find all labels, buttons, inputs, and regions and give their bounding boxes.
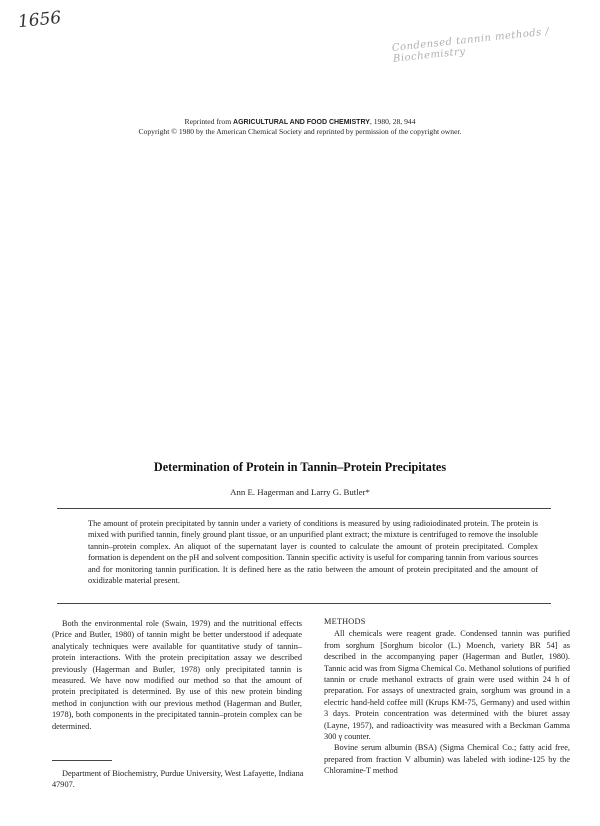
abstract-top-rule <box>57 508 551 509</box>
journal-citation: , 1980, 28, 944 <box>369 117 416 126</box>
author-affiliation <box>52 768 312 791</box>
journal-name: AGRICULTURAL AND FOOD CHEMISTRY <box>233 119 370 126</box>
methods-paragraph-1: All chemicals were reagent grade. Condensed tannin was purified from sorghum [Sorghum bicolor (L.) Moench, variety BR 54] as described in the accompanying paper (Hagerman and Butler, 1980). Tannic acid was from Sigma Chemical Co. Methanol solutions of purified tannin or crude methanol extracts of grain were used within 24 h of preparation. For assays of unextracted grain, sorghum was ground in a electric hand-held coffee mill (Krups KM-75, Germany) and used within 3 days. Protein concentration was determined with the biuret assay (Layne, 1957), and radioactivity was measured with a Beckman Gamma 300 γ counter. <box>324 629 570 742</box>
handwritten-page-number: 1656 <box>17 7 63 33</box>
reprint-prefix: Reprinted from <box>184 117 232 126</box>
article-authors: Ann E. Hagerman and Larry G. Butler* <box>230 487 370 497</box>
abstract: The amount of protein precipitated by tannin under a variety of conditions is measured by using radioiodinated protein. The protein is mixed with purified tannin, finely ground plant tissue, or an unpurified plant extract; the mixture is centrifuged to remove the insoluble tannin–protein complex. An aliquot of the supernatant layer is counted to calculate the amount of protein precipitated. Complex formation is dependent on the pH and solvent composition. Tannin specific activity is useful for comparing tannin from various sources and for monitoring tannin purification. It is defined here as the ratio between the amount of protein precipitated and the amount of oxidizable material present. <box>88 519 538 586</box>
intro-paragraph: Both the environmental role (Swain, 1979) and the nutritional effects (Price and Butler, 1980) of tannin might be better understood if adequate analyticaly techniques were available for quantitative study of tannin–protein interactions. With the protein precipitation assay we described previously (Hagerman and Butler, 1978) only precipitated tannin is measured. We have now modified our method so that the amount of protein precipitated is determined. By use of this new protein binding method in conjunction with our previous method (Hagerman and Butler, 1978), both components in the precipitated tannin–protein complex can be determined. <box>52 619 302 731</box>
right-column <box>324 616 570 777</box>
reprint-notice <box>0 117 600 126</box>
affiliation-text: Department of Biochemistry, Purdue University, West Lafayette, Indiana 47907. <box>52 769 304 790</box>
handwritten-margin-note: Condensed tannin methods / Biochemistry <box>391 26 550 65</box>
article-title: Determination of Protein in Tannin–Protein Precipitates <box>153 460 447 474</box>
abstract-bottom-rule <box>57 603 551 604</box>
affiliation-rule <box>52 760 112 761</box>
copyright-notice: Copyright © 1980 by the American Chemical Society and reprinted by permission of the copyright owner. <box>138 127 462 136</box>
methods-paragraph-2: Bovine serum albumin (BSA) (Sigma Chemical Co.; fatty acid free, prepared from fraction V albumin) was labeled with iodine-125 by the Chloramine-T method <box>324 743 570 776</box>
methods-heading: METHODS <box>324 617 366 626</box>
left-column <box>52 618 302 732</box>
